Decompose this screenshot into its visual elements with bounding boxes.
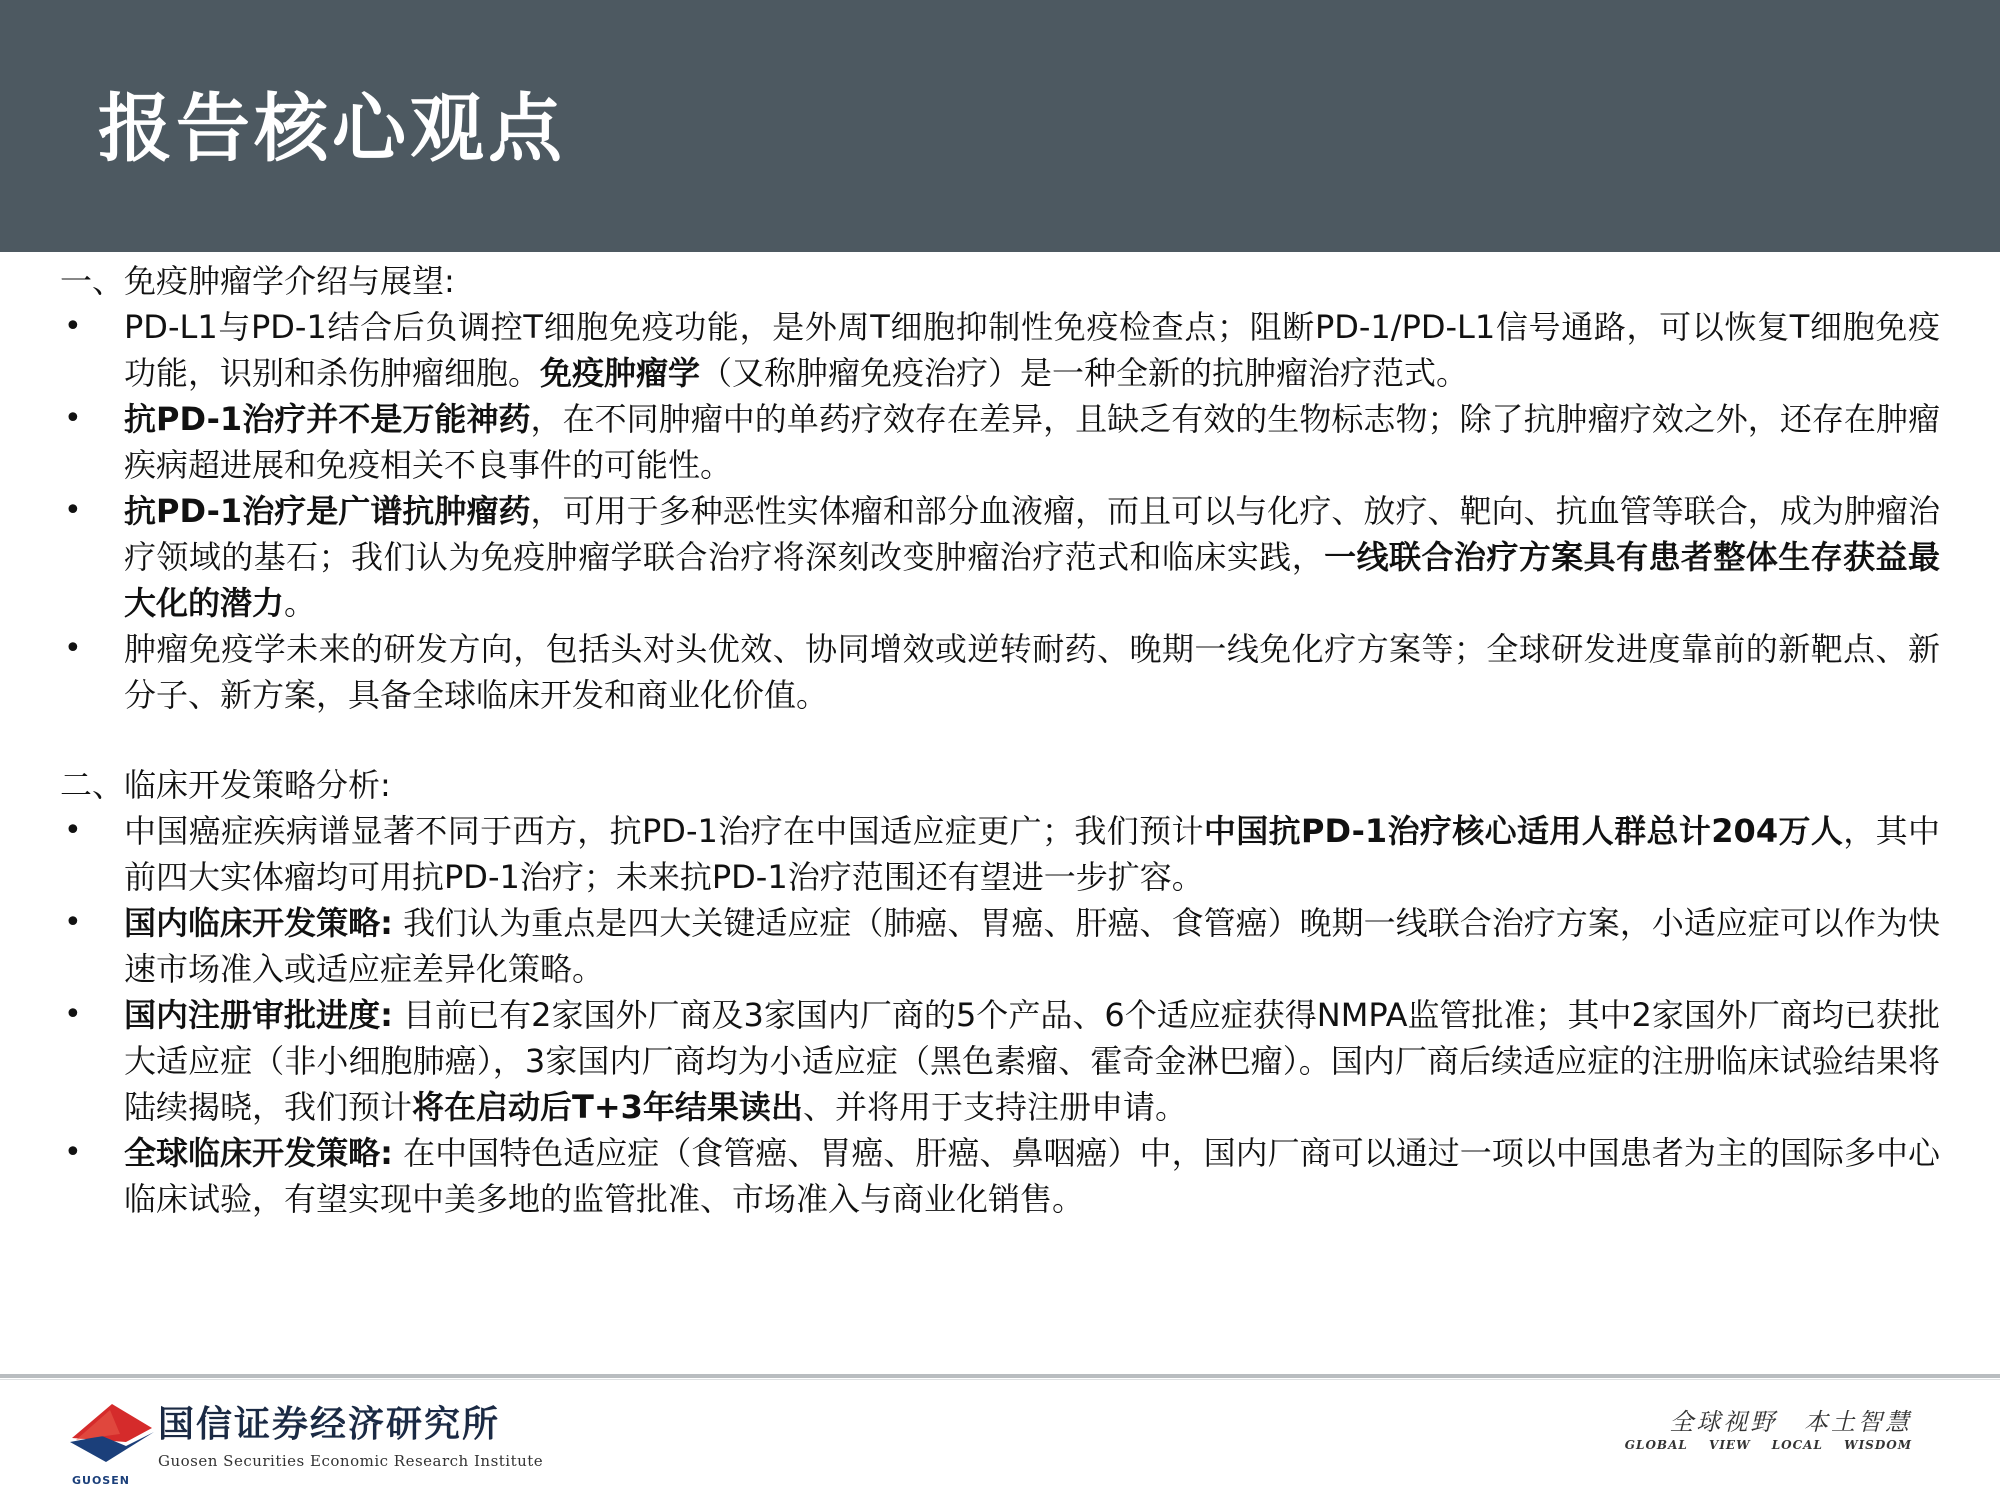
guosen-logo-icon [66,1398,158,1468]
logo-wordmark: GUOSEN [72,1474,130,1487]
bullet-dot: • [64,493,82,528]
bullet-item: • 国内注册审批进度: 目前已有2家国外厂商及3家国内厂商的5个产品、6个适应症获得NMPA监管批准；其中2家国外厂商均已获批大适应症（非小细胞肺癌），3家国内厂商均为小适应症（黑色素瘤、霍奇金淋巴瘤）。国内厂商后续适应症的注册临床试验结果将陆续揭晓，我们预计将在启动后T+3年结果读出、并将用于支持注册申请。 [60,992,1940,1130]
bullet-item: • 国内临床开发策略: 我们认为重点是四大关键适应症（肺癌、胃癌、肝癌、食管癌）晚期一线联合治疗方案，小适应症可以作为快速市场准入或适应症差异化策略。 [60,900,1940,992]
page-title: 报告核心观点 [98,86,566,172]
section-1 [60,258,1940,718]
bullet-item: • 抗PD-1治疗是广谱抗肿瘤药，可用于多种恶性实体瘤和部分血液瘤，而且可以与化疗、放疗、靶向、抗血管等联合，成为肿瘤治疗领域的基石；我们认为免疫肿瘤学联合治疗将深刻改变肿瘤治疗范式和临床实践，一线联合治疗方案具有患者整体生存获益最大化的潜力。 [60,488,1940,626]
bullet-item: • 中国癌症疾病谱显著不同于西方，抗PD-1治疗在中国适应症更广；我们预计中国抗PD-1治疗核心适用人群总计204万人，其中前四大实体瘤均可用抗PD-1治疗；未来抗PD-1治疗范围还有望进一步扩容。 [60,808,1940,900]
bullet-item: • 肿瘤免疫学未来的研发方向，包括头对头优效、协同增效或逆转耐药、晚期一线免化疗方案等；全球研发进度靠前的新靶点、新分子、新方案，具备全球临床开发和商业化价值。 [60,626,1940,718]
bullet-dot: • [64,1135,82,1170]
bullet-list [60,304,1940,718]
bullet-dot: • [64,309,82,344]
bullet-item: • 全球临床开发策略: 在中国特色适应症（食管癌、胃癌、肝癌、鼻咽癌）中，国内厂商可以通过一项以中国患者为主的国际多中心临床试验，有望实现中美多地的监管批准、市场准入与商业化销售。 [60,1130,1940,1222]
bullet-dot: • [64,905,82,940]
bullet-dot: • [64,631,82,666]
main-content [60,258,1940,1222]
bullet-item: • 抗PD-1治疗并不是万能神药，在不同肿瘤中的单药疗效存在差异，且缺乏有效的生物标志物；除了抗肿瘤疗效之外，还存在肿瘤疾病超进展和免疫相关不良事件的可能性。 [60,396,1940,488]
bullet-dot: • [64,997,82,1032]
footer-divider [0,1374,2000,1378]
bullet-dot: • [64,401,82,436]
section-heading: 二、临床开发策略分析: [60,766,391,804]
org-name-cn: 国信证券经济研究所 [158,1403,501,1445]
section-2 [60,762,1940,1222]
slogan-cn: 全球视野 本土智慧 [1669,1408,1912,1436]
org-name-en: Guosen Securities Economic Research Institute [158,1452,544,1470]
bullet-item: • PD-L1与PD-1结合后负调控T细胞免疫功能，是外周T细胞抑制性免疫检查点；阻断PD-1/PD-L1信号通路，可以恢复T细胞免疫功能，识别和杀伤肿瘤细胞。免疫肿瘤学（又称肿瘤免疫治疗）是一种全新的抗肿瘤治疗范式。 [60,304,1940,396]
section-heading: 一、免疫肿瘤学介绍与展望: [60,262,455,300]
header-bar [0,0,2000,252]
bullet-dot: • [64,813,82,848]
slogan-en: GLOBAL VIEW LOCAL WISDOM [1624,1438,1912,1452]
bullet-list [60,808,1940,1222]
footer-divider-thin [0,1379,2000,1380]
